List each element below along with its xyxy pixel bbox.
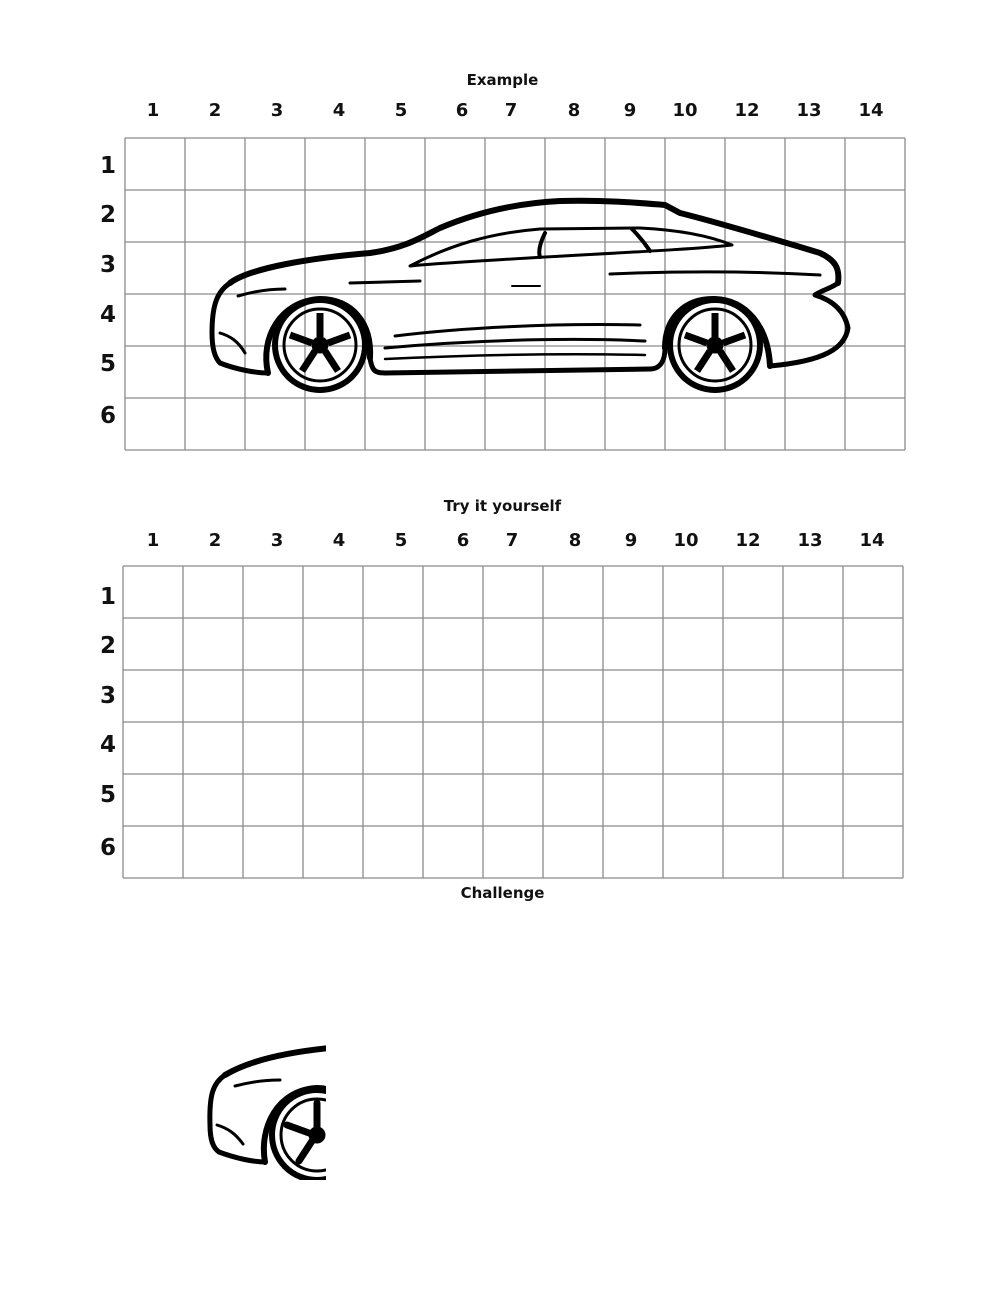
example-row-label: 4 [99,302,116,328]
practice-column-labels [0,530,1005,554]
practice-row-label: 5 [99,782,116,808]
example-col-label: 2 [208,100,222,121]
practice-col-label: 2 [208,530,222,551]
practice-col-label: 5 [394,530,408,551]
practice-col-label: 8 [568,530,582,551]
challenge-title: Challenge [460,884,545,902]
practice-title: Try it yourself [443,497,562,515]
front-wheel-icon [275,300,365,390]
example-col-label: 9 [623,100,637,121]
practice-col-label: 3 [270,530,284,551]
practice-row-label: 4 [99,732,116,758]
example-col-label: 5 [394,100,408,121]
example-col-label: 3 [270,100,284,121]
example-row-label: 6 [99,403,116,429]
example-col-label: 7 [504,100,518,121]
example-row-label: 5 [99,351,116,377]
car-side-view-icon [212,201,848,373]
example-row-label: 1 [99,153,116,179]
example-col-label: 10 [672,100,698,121]
practice-grid-lines [123,566,903,878]
practice-col-label: 7 [505,530,519,551]
practice-row-label: 2 [99,633,116,659]
practice-row-label: 1 [99,584,116,610]
practice-col-label: 13 [797,530,823,551]
practice-col-label: 1 [146,530,160,551]
example-col-label: 14 [858,100,884,121]
example-column-labels [0,100,1005,124]
example-grid [120,133,910,455]
practice-col-label: 6 [456,530,470,551]
example-col-label: 8 [567,100,581,121]
example-row-label: 3 [99,252,116,278]
example-col-label: 6 [455,100,469,121]
example-col-label: 12 [734,100,760,121]
rear-wheel-icon [670,300,760,390]
example-col-label: 1 [146,100,160,121]
practice-col-label: 14 [859,530,885,551]
example-title: Example [466,71,539,89]
challenge-car-front-icon [205,1040,330,1180]
practice-grid[interactable] [118,561,908,883]
example-col-label: 4 [332,100,346,121]
practice-row-label: 3 [99,683,116,709]
example-col-label: 13 [796,100,822,121]
practice-col-label: 4 [332,530,346,551]
practice-col-label: 9 [624,530,638,551]
practice-row-label: 6 [99,835,116,861]
practice-col-label: 10 [673,530,699,551]
practice-col-label: 12 [735,530,761,551]
example-row-label: 2 [99,202,116,228]
